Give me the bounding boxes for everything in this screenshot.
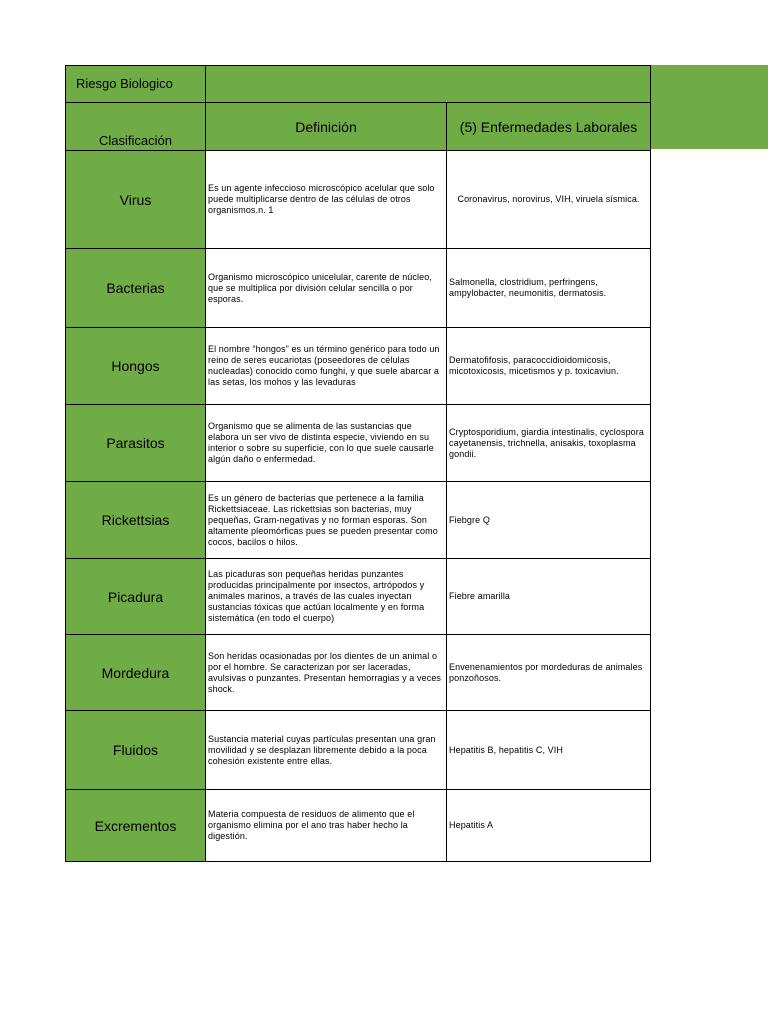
table-row	[66, 405, 651, 482]
row-classification: Hongos	[66, 328, 206, 405]
biological-risk-table	[65, 65, 651, 862]
row-diseases: Fiebre amarilla	[447, 559, 651, 635]
table-row	[66, 151, 651, 249]
row-classification: Parasitos	[66, 405, 206, 482]
row-definition: Materia compuesta de residuos de alimento que el organismo elimina por el ano tras haber hecho la digestión.	[206, 790, 447, 862]
row-diseases: Cryptosporidium, giardia intestinalis, cyclospora cayetanensis, trichnella, anisakis, toxoplasma gondii.	[447, 405, 651, 482]
row-definition: Organismo que se alimenta de las sustancias que elabora un ser vivo de distinta especie, viviendo en su interior o sobre su superficie, con lo que suele causarle algún daño o enfermedad.	[206, 405, 447, 482]
row-definition: Sustancia material cuyas partículas presentan una gran movilidad y se desplazan libremente debido a la poca cohesión existente entre ellas.	[206, 711, 447, 790]
row-diseases: Fiebgre Q	[447, 482, 651, 559]
table-row	[66, 249, 651, 328]
row-definition: Es un agente infeccioso microscópico acelular que solo puede multiplicarse dentro de las células de otros organismos.n. 1	[206, 151, 447, 249]
row-classification: Fluidos	[66, 711, 206, 790]
green-header-extension	[650, 65, 768, 149]
row-classification: Rickettsias	[66, 482, 206, 559]
table-row	[66, 482, 651, 559]
header-enfermedades: (5) Enfermedades Laborales	[447, 103, 651, 151]
table-row	[66, 328, 651, 405]
row-diseases: Hepatitis A	[447, 790, 651, 862]
title-row	[66, 66, 651, 103]
row-definition: Las picaduras son pequeñas heridas punzantes producidas principalmente por insectos, artrópodos y animales marinos, a través de las cuales inyectan sustancias tóxicas que actúan localmente y en forma sistemática (en todo el cuerpo)	[206, 559, 447, 635]
row-definition: Organismo microscópico unicelular, carente de núcleo, que se multiplica por división celular sencilla o por esporas.	[206, 249, 447, 328]
table-row	[66, 559, 651, 635]
header-clasificacion: Clasificación	[66, 103, 206, 151]
row-definition: El nombre “hongos” es un término genérico para todo un reino de seres eucariotas (poseedores de células nucleadas) conocido como funghi, y que suele abarcar a las setas, los mohos y las levaduras	[206, 328, 447, 405]
row-classification: Virus	[66, 151, 206, 249]
row-diseases: Dermatofifosis, paracoccidioidomicosis, micotoxicosis, micetismos y p. toxicaviun.	[447, 328, 651, 405]
header-row	[66, 103, 651, 151]
row-classification: Excrementos	[66, 790, 206, 862]
row-diseases: Coronavirus, norovirus, VIH, viruela sísmica.	[447, 151, 651, 249]
row-classification: Picadura	[66, 559, 206, 635]
row-classification: Bacterias	[66, 249, 206, 328]
table-row	[66, 790, 651, 862]
row-definition: Es un género de bacterias que pertenece a la familia Rickettsiaceae. Las rickettsias son bacterias, muy pequeñas, Gram-negativas y no forman esporas. Son altamente pleomórficas pues se pueden presentar como cocos, bacilos o hilos.	[206, 482, 447, 559]
header-definicion: Definición	[206, 103, 447, 151]
row-diseases: Salmonella, clostridium, perfringens, ampylobacter, neumonitis, dermatosis.	[447, 249, 651, 328]
table-row	[66, 635, 651, 711]
table-title: Riesgo Biologico	[66, 66, 206, 103]
table-row	[66, 711, 651, 790]
title-filler-cell	[206, 66, 651, 103]
row-definition: Son heridas ocasionadas por los dientes de un animal o por el hombre. Se caracterizan por ser laceradas, avulsivas o punzantes. Presentan hemorragias y a veces shock.	[206, 635, 447, 711]
row-diseases: Hepatitis B, hepatitis C, VIH	[447, 711, 651, 790]
row-classification: Mordedura	[66, 635, 206, 711]
row-diseases: Envenenamientos por mordeduras de animales ponzoñosos.	[447, 635, 651, 711]
